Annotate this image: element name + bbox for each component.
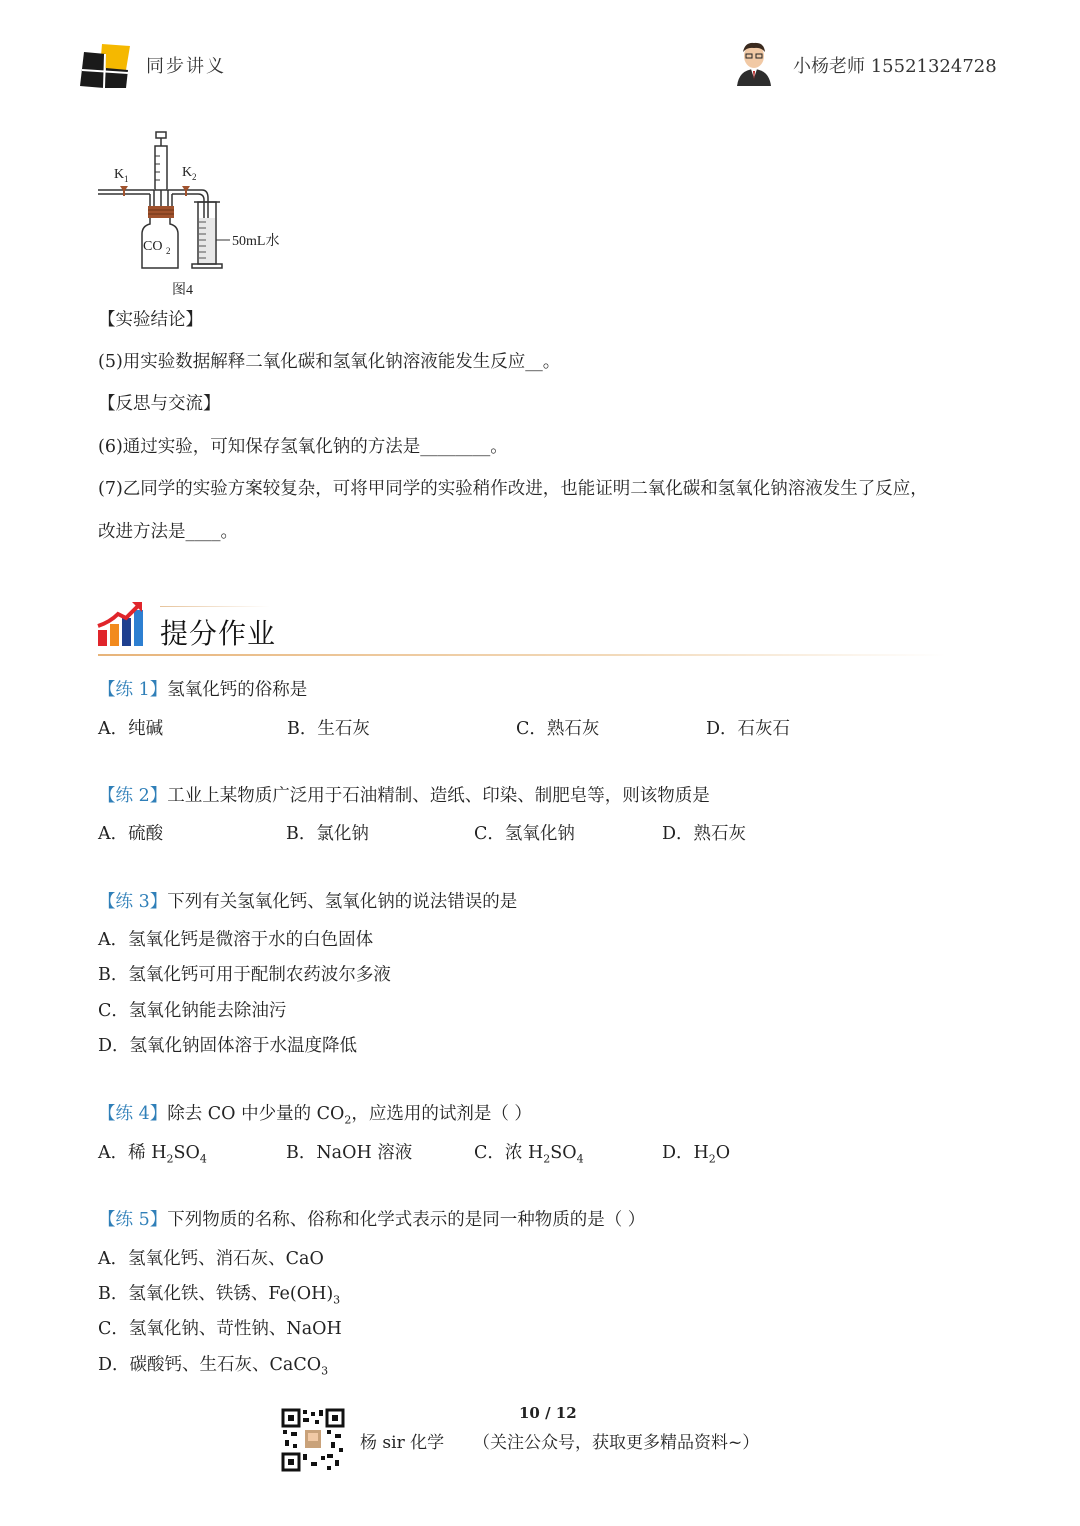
footer-account: 杨 sir 化学 (360, 1433, 445, 1453)
question-stem: 下列物质的名称、俗称和化学式表示的是同一种物质的是（ ） (167, 1210, 646, 1230)
question-6: (6)通过实验，可知保存氢氧化钠的方法是________。 (98, 437, 508, 457)
question-label: 【练 2】 (98, 786, 168, 806)
option-c (98, 1315, 342, 1340)
option-text: C．氢氧化钠、苛性钠、NaOH (98, 1319, 342, 1339)
option-a (98, 1139, 207, 1166)
option-text: B．氢氧化铁、铁锈、Fe(OH) (98, 1284, 334, 1304)
option-c (474, 1139, 584, 1166)
question-7-line1: (7)乙同学的实验方案较复杂，可将甲同学的实验稍作改进，也能证明二氧化碳和氢氧化钠溶液发生了反应， (98, 479, 928, 499)
option-text: A．稀 H (98, 1143, 167, 1163)
question-label: 【练 1】 (98, 680, 168, 700)
option-d (662, 1139, 730, 1166)
question-4 (98, 1102, 532, 1133)
option-text: A．氢氧化钙、消石灰、CaO (98, 1249, 324, 1269)
option-d: D．石灰石 (706, 719, 791, 739)
option-a (98, 1245, 324, 1270)
subscript: 4 (199, 1152, 207, 1166)
option-d: D．熟石灰 (662, 824, 747, 844)
option-text: D．H (662, 1143, 709, 1163)
subscript: 3 (321, 1364, 329, 1378)
figure-caption: 图4 (172, 283, 193, 298)
question-stem-end: ，应选用的试剂是（ ） (351, 1104, 532, 1124)
chart-growth-icon (96, 600, 148, 648)
label-k2-sub: 2 (192, 172, 197, 182)
question-stem: 工业上某物质广泛用于石油精制、造纸、印染、制肥皂等，则该物质是 (167, 786, 710, 806)
option-c: C．氢氧化钠能去除油污 (98, 1001, 287, 1021)
label-water: 50mL水 (232, 234, 280, 249)
apparatus-figure (96, 126, 306, 304)
header-title: 同步讲义 (146, 56, 226, 77)
teacher-avatar-icon (733, 40, 775, 86)
option-a: A．纯碱 (98, 719, 164, 739)
option-text: C．浓 H (474, 1143, 544, 1163)
header-teacher: 小杨老师 15521324728 (793, 56, 997, 77)
subscript: 2 (543, 1152, 551, 1166)
option-b (98, 1280, 340, 1307)
question-stem: 下列有关氢氧化钙、氢氧化钠的说法错误的是 (167, 892, 518, 912)
question-3 (98, 890, 517, 914)
label-k2: K (182, 165, 193, 180)
label-k1: K (114, 167, 125, 182)
subscript: 4 (576, 1152, 584, 1166)
option-b: B．氯化钠 (286, 824, 369, 844)
question-stem: 除去 CO 中少量的 CO (167, 1104, 345, 1124)
page-number: 10 / 12 (519, 1404, 577, 1422)
subscript: 2 (166, 1152, 174, 1166)
section-title: 提分作业 (160, 617, 277, 650)
option-c: C．熟石灰 (516, 719, 600, 739)
option-text: D．碳酸钙、生石灰、CaCO (98, 1355, 322, 1375)
question-5: (5)用实验数据解释二氧化碳和氢氧化钠溶液能发生反应__。 (98, 352, 561, 372)
subscript: 3 (333, 1293, 341, 1307)
question-1 (98, 678, 307, 702)
label-co2: CO (143, 239, 163, 254)
option-d: D．氢氧化钠固体溶于水温度降低 (98, 1036, 358, 1056)
subscript: 2 (708, 1152, 716, 1166)
qr-code-icon (281, 1408, 345, 1472)
question-5-practice (98, 1208, 645, 1232)
label-k1-sub: 1 (124, 174, 129, 184)
section-divider (98, 654, 946, 656)
reflection-heading: 【反思与交流】 (98, 394, 221, 414)
question-label: 【练 3】 (98, 892, 168, 912)
question-label: 【练 5】 (98, 1210, 168, 1230)
option-d (98, 1351, 328, 1378)
option-text: B．NaOH 溶液 (286, 1143, 413, 1163)
option-a: A．硫酸 (98, 824, 164, 844)
question-label: 【练 4】 (98, 1104, 168, 1124)
option-b (286, 1139, 412, 1164)
label-co2-sub: 2 (166, 246, 171, 256)
footer-note: （关注公众号，获取更多精品资料~） (473, 1433, 760, 1453)
option-text: O (715, 1143, 731, 1163)
option-a: A．氢氧化钙是微溶于水的白色固体 (98, 930, 374, 950)
option-text: SO (550, 1143, 577, 1163)
option-b: B．生石灰 (287, 719, 370, 739)
option-text: SO (173, 1143, 200, 1163)
question-7-line2: 改进方法是____。 (98, 522, 238, 542)
question-stem: 氢氧化钙的俗称是 (167, 680, 308, 700)
question-2 (98, 784, 710, 808)
option-b: B．氢氧化钙可用于配制农药波尔多液 (98, 965, 391, 985)
option-c: C．氢氧化钠 (474, 824, 575, 844)
section-title-accent (160, 606, 270, 607)
logo-icon (80, 40, 136, 90)
subscript: 2 (344, 1113, 352, 1127)
conclusion-heading: 【实验结论】 (98, 310, 203, 330)
